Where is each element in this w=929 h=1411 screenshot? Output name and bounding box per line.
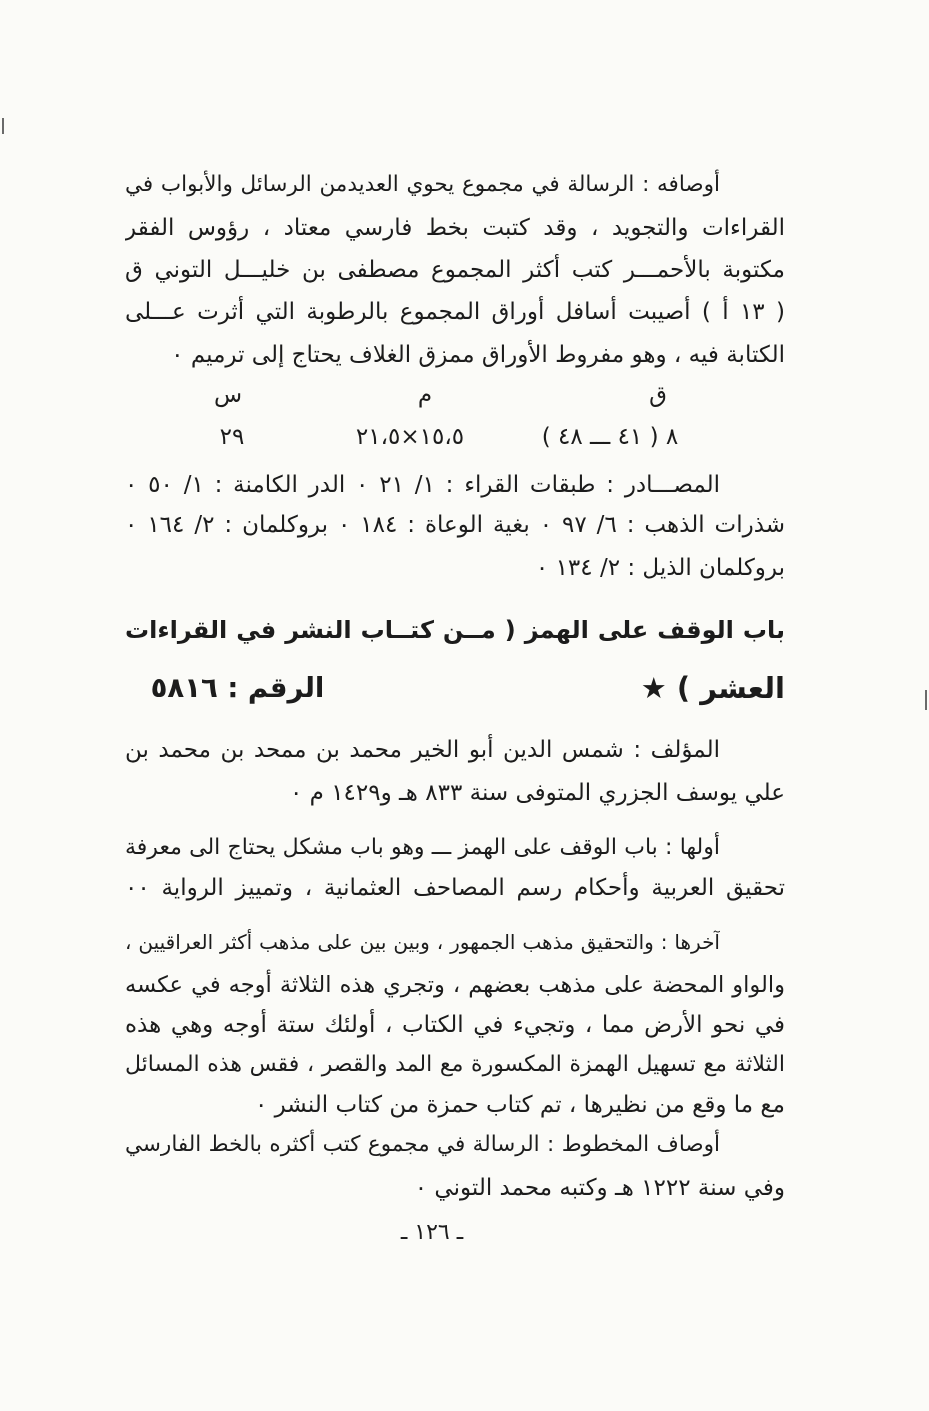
incipit-line: تحقيق العربية وأحكام رسم المصاحف العثمانية ، وتمييز الرواية ٠٠ [125,875,785,901]
description-line: الكتابة فيه ، وهو مفروط الأوراق ممزق الغلاف يحتاج إلى ترميم ٠ [171,342,785,368]
explicit-line: في نحو الأرض مما ، وتجيء في الكتاب ، أولئك ستة أوجه وهي هذه [125,1012,785,1038]
author-line: المؤلف : شمس الدين أبو الخير محمد بن ممحد بن محمد بن [125,737,720,763]
sources-line: بروكلمان الذيل : ٢/ ١٣٤ ٠ [535,555,785,581]
sources-line: شذرات الذهب : ٦/ ٩٧ ٠ بغية الوعاة : ١٨٤ ٠ بروكلمان : ٢/ ١٦٤ ٠ [125,512,785,538]
scan-mark [2,118,4,134]
entry-heading-line: باب الوقف على الهمز ( مــن كتــاب النشر في القراءات [125,616,785,644]
explicit-line: مع ما وقع من نظيرها ، تم كتاب حمزة من كتاب النشر ٠ [254,1092,785,1118]
explicit-line: آخرها : والتحقيق مذهب الجمهور ، وبين بين على مذهب أكثر العراقيين ، [125,930,720,954]
scan-mark [925,690,927,710]
table-value-lines: ٢٩ [219,424,245,450]
explicit-line: الثلاثة مع تسهيل الهمزة المكسورة مع المد والقصر ، فقس هذه المسائل [125,1052,785,1077]
table-header-size: م [417,382,433,408]
manuscript-description-line: وفي سنة ١٢٢٢ هـ وكتبه محمد التوني ٠ [414,1175,785,1201]
description-line: القراءات والتجويد ، وقد كتبت بخط فارسي معتاد ، رؤوس الفقر [125,215,785,241]
table-value-folios: ٨ ( ٤١ ـــ ٤٨ ) [541,424,679,450]
table-header-folios: ق [649,382,667,408]
explicit-line: والواو المحضة على مذهب بعضهم ، وتجري هذه الثلاثة أوجه في عكسه [125,972,785,998]
description-line: ( ١٣ أ ) أصيبت أسافل أوراق المجموع بالرطوبة التي أثرت عـــلى [125,299,785,325]
incipit-line: أولها : باب الوقف على الهمز ـــ وهو باب مشكل يحتاج الى معرفة [125,835,720,860]
page-number: ـ ١٢٦ ـ [400,1220,464,1245]
table-value-size: ١٥،٥×٢١،٥ [355,424,465,450]
description-line: أوصافه : الرسالة في مجموع يحوي العديدمن الرسائل والأبواب في [125,172,720,197]
entry-heading-line: العشر ) ★ [640,671,785,705]
manuscript-description-line: أوصاف المخطوط : الرسالة في مجموع كتب أكثره بالخط الفارسي [125,1132,720,1157]
table-header-lines: س [213,382,243,408]
catalog-number: الرقم : ٥٨١٦ [150,672,325,704]
author-line: علي يوسف الجزري المتوفى سنة ٨٣٣ هـ و١٤٢٩ م ٠ [289,780,785,806]
description-line: مكتوبة بالأحمـــر كتب أكثر المجموع مصطفى بن خليـــل التوني ق [125,257,785,283]
sources-line: المصـــادر : طبقات القراء : ١/ ٢١ ٠ الدر الكامنة : ١/ ٥٠ ٠ [125,472,720,498]
